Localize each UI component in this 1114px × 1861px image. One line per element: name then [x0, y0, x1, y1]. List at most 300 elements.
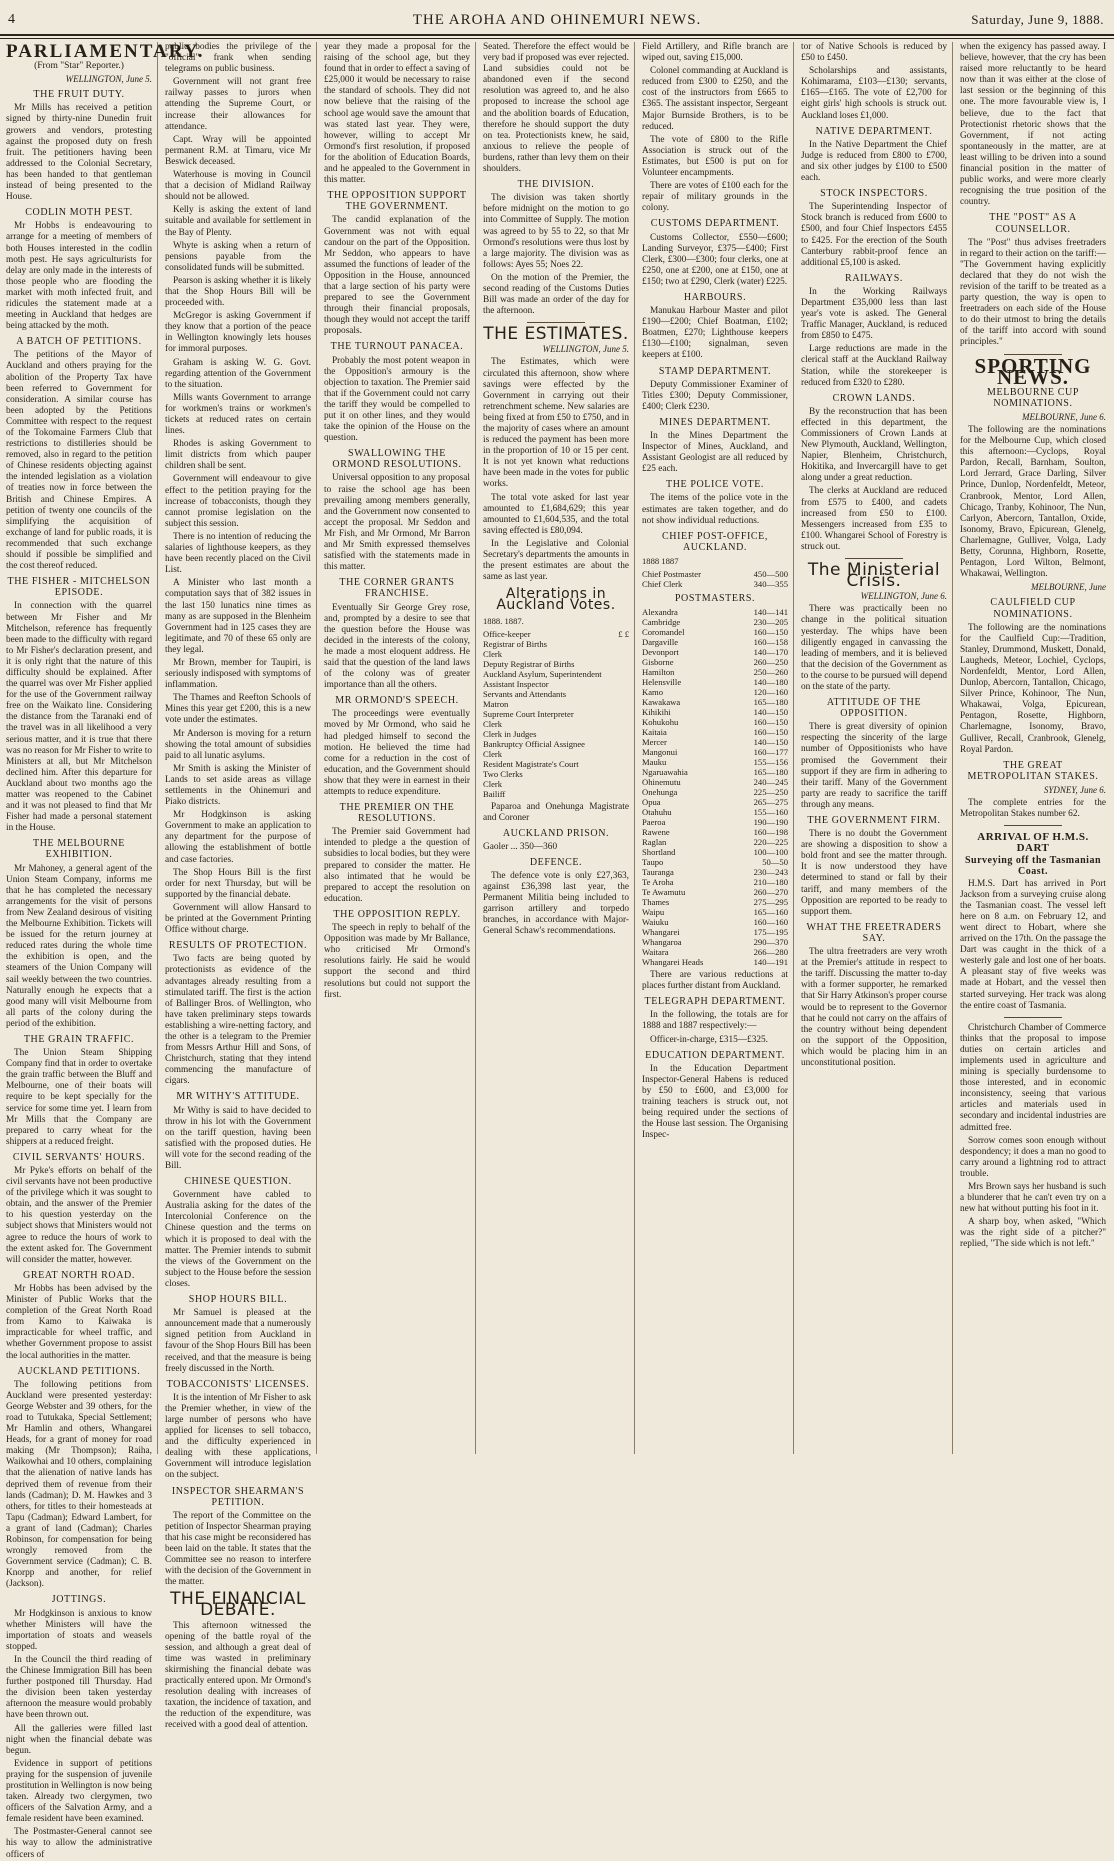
table-row	[642, 917, 788, 927]
paragraph: Colonel commanding at Auckland is reduced from £300 to £250, and the cost of the instructors from £665 to £365. The assistant inspector, Sergeant Major Burnside Brothers, is to be reduced.	[642, 66, 788, 132]
row-label: Clerk	[483, 748, 503, 759]
paragraph: A Minister who last month a computation says that of 382 issues in the last 150 lunatics nine times as many as are supposed in the Blenheim Government had in 125 cases they are legitimate, and 70 of these 65 only are they legal.	[165, 578, 311, 655]
row-value	[617, 699, 629, 709]
table-row	[642, 797, 788, 807]
column-4	[483, 42, 629, 1454]
subheading: THE DIVISION.	[517, 179, 595, 191]
paragraph: There is no doubt the Government are showing a disposition to show a bold front and see the matter through. It is now understood they have determined to stand or fall by their tariff, and many members of the Opposition are reported to be ready to support them.	[801, 829, 947, 917]
row-label: Kohukohu	[642, 717, 679, 728]
column-divider	[475, 42, 476, 1454]
row-label: Mercer	[642, 737, 667, 748]
paragraph: In connection with the quarrel between Mr Fisher and Mr Mitchelson, reference has frequently been made to the difficulty with regard to Mr Fisher's declaration present, and it is only right that the nature of this difficulty should be explained. After the quarrel was over Mr Fisher applied for the use of the Government railway free on the Waikato line. Considering the distance from the Taranaki end of the travel was in all likelihood a very serious matter, and it is true that there was no reason for Mr Fisher to write to Ministers at all, but Mr Mitchelson declined him. After this departure for Auckland about two months ago the matter was reopened to the Cabinet and it was not pleased to find that Mr Fisher had made a personal statement in the House.	[6, 601, 152, 834]
row-label: Office-keeper	[483, 628, 531, 639]
paragraph: Whyte is asking when a return of pensions payable from the consolidated funds will be submitted.	[165, 240, 311, 273]
table-row	[642, 837, 788, 847]
row-value: 265—275	[753, 797, 788, 808]
row-label: Coromandel	[642, 627, 685, 638]
row-label: Waipu	[642, 907, 665, 918]
paragraph: Mr Pyke's efforts on behalf of the civil servants have not been productive of the privilege which it was sought to obtain, and the answer of the Premier to his question yesterday on the subject shows that Ministers would not agree to reduce the hours of work to the extent asked for. The Government will consider the matter, however.	[6, 1166, 152, 1265]
paragraph: The following are the nominations for the Melbourne Cup, which closed this afternoon:—Cyclops, Royal Pardon, Recall, Barnham, Soulton, Lord Jerrard, Grace Darling, Silver Prince, Dunlop, Nordenfeldt, Meteor, Cranbrook, Mentor, Lord Allen, Chicago, Tranby, Kohinoor, The Nun, Carlyon, Abercorn, Tantallon, Oxide, Isonomy, Bravo, Epicurean, Glenelg, Charlemagne, Gulliver, Volga, Lady Betty, Corunna, Highborn, Rosette, Pentagon, Lord Wilton, Belmont, Whakawai, Wellington.	[960, 425, 1106, 580]
paragraph: In the Native Department the Chief Judge is reduced from £800 to £700, and six other judges by £100 to £500 each.	[801, 139, 947, 184]
paragraph: year they made a proposal for the raising of the school age, but they found that in order to effect a saving of £25,000 it would be necessary to raise the standard of schools. They did not now believe that the raising of the school age would save the amount that was stated last year. They were, however, willing to accept Mr Ormond's first resolution, if proposed for the abolition of Education Boards, and he appealed to the Government in this matter.	[324, 42, 470, 186]
paragraph: Pearson is asking whether it is likely that the Shop Hours Bill will be proceeded with.	[165, 275, 311, 309]
subheading: THE "POST" AS A COUNSELLOR.	[989, 212, 1077, 235]
paragraph: The clerks at Auckland are reduced from £575 to £400, and cadets increased from £50 to £100. Messengers increased from £35 to £100. Whangarei School of Forestry is struck out.	[801, 486, 947, 552]
paragraph: when the exigency has passed away. I believe, however, that the cry has been raised more reluctantly to be heard now than it was either at the close of last session or the beginning of this one. The more favourable view is, I believe, due to the fact that Protectionist rhetoric shows that the Government, if not acting spontaneously in the matter, are at least willing to be driven into a sound financial position in the matter of public works, and were more clearly recognising the true position of the country.	[960, 42, 1106, 208]
row-value	[617, 779, 629, 789]
row-value: 340—355	[753, 578, 788, 589]
row-label: Opua	[642, 797, 661, 808]
row-value: 275—295	[753, 897, 788, 908]
row-value: 290—370	[753, 937, 788, 948]
row-label: Clerk in Judges	[483, 728, 537, 739]
row-value: 160—150	[753, 627, 788, 638]
table-row	[642, 647, 788, 657]
row-label: Cambridge	[642, 617, 681, 628]
row-value	[617, 789, 629, 799]
paragraph: Mrs Brown says her husband is such a blunderer that he can't even try on a new hat without putting his foot in it.	[960, 1182, 1106, 1215]
paragraph: By the reconstruction that has been effected in this department, the Commissioners of Crown Lands at New Plymouth, Auckland, Wellington, Napier, Blenheim, Christchurch, Hokitika, and Invercargill have to get along under a great reduction.	[801, 406, 947, 484]
subheading: STAMP DEPARTMENT.	[658, 365, 772, 377]
row-value: 160—150	[753, 717, 788, 728]
row-label: Deputy Registrar of Births	[483, 658, 575, 669]
row-label: Shortland	[642, 847, 676, 858]
row-label: Whangaroa	[642, 937, 682, 948]
row-value	[617, 679, 629, 689]
paragraph: Mr Hobbs is endeavouring to arrange for a meeting of members of both Houses interested in the codlin moth pest. He says agriculturists for delay are only made in the interests of those people who are flooding the market with moth infected fruit, and ridicules the statement made at a meeting in Auckland that hedges are being attacked by the moth.	[6, 221, 152, 332]
paragraph: There is no intention of reducing the salaries of lighthouse keepers, as they have been recently placed on the Civil List.	[165, 531, 311, 576]
row-label: Ngaruawahia	[642, 767, 688, 778]
row-value	[617, 739, 629, 749]
row-label: Clerk	[483, 778, 503, 789]
subheading: CHIEF POST-OFFICE, AUCKLAND.	[661, 530, 768, 553]
subheading: WHAT THE FREETRADERS SAY.	[806, 921, 942, 944]
row-label: Devonport	[642, 647, 679, 658]
row-label: Kaitaia	[642, 727, 667, 738]
column-divider	[634, 42, 635, 1454]
row-label: Rawene	[642, 827, 670, 838]
section-subheading: Surveying off the Tasmanian Coast.	[964, 855, 1102, 878]
table-row	[642, 667, 788, 677]
dateline: WELLINGTON, June 6.	[860, 591, 947, 602]
table-row	[642, 767, 788, 777]
column-divider	[952, 42, 953, 1454]
row-value	[617, 669, 629, 679]
subheading: THE TURNOUT PANACEA.	[330, 341, 464, 353]
table-row	[642, 937, 788, 947]
row-value: 165—180	[753, 767, 788, 778]
table-row	[642, 579, 788, 589]
paragraph: The total vote asked for last year amounted to £1,684,629; this year amounted to £1,604,535, and the total saving effected is £80,094.	[483, 492, 629, 536]
table-row	[642, 817, 788, 827]
row-value: £ £	[618, 628, 629, 639]
row-label: Mangonui	[642, 747, 678, 758]
source-line: (From "Star" Reporter.)	[34, 61, 124, 72]
row-value: 260—270	[753, 887, 788, 898]
prison-row: Gaoler ... 350—360	[483, 841, 558, 852]
row-label: Hamilton	[642, 667, 675, 678]
paragraph: The following are the nominations for the Caulfield Cup:—Tradition, Stanley, Drummond, Muskett, Donald, Laugheds, Meteor, Lochiel, Cyclops, Nordenfeldt, Mentor, Lord Allen, Dunlop, Abercorn, Tantallon, Chicago, Silver Prince, Kohinoor, The Nun, Whakawai, Volga, Epicurean, Pentagon, Rosette, Highborn, Charlemagne, Isonomy, Bravo, Gulliver, Recall, Cranbrook, Glenelg, Royal Pardon.	[960, 622, 1106, 755]
row-label: Waiuku	[642, 917, 669, 928]
paragraph: Field Artillery, and Rifle branch are wiped out, saving £15,000.	[642, 42, 788, 64]
paragraph: The ultra freetraders are very wroth at the Premier's attitude in respect to the tariff. Discussing the matter to-day with a former supporter, he remarked that Sir Harry Atkinson's proper course would be to represent to the Governor that he could not carry on the affairs of the country without being dependent on the support of the Opposition, which would be placing him in an unconstitutional position.	[801, 947, 947, 1068]
column-7	[960, 42, 1106, 1454]
row-label: Registrar of Births	[483, 638, 547, 649]
paragraph: The Superintending Inspector of Stock branch is reduced from £600 to £500, and four Chief Inspectors £455 to £425. For the erection of the South Canterbury rabbit-proof fence an additional £5,100 is asked.	[801, 202, 947, 268]
paragraph: Two facts are being quoted by protectionists as evidence of the advantages already resulting from a stimulated tariff. The first is the action of Ballinger Bros. of Wellington, who have taken preliminary steps towards establishing a wire-netting factory, and the other is a telegram to the Premier from Messrs Arthur Hill and Sons, of Christchurch, stating that they intend commencing the manufacture of cigars.	[165, 954, 311, 1087]
subheading: THE FISHER - MITCHELSON EPISODE.	[7, 576, 151, 599]
table-row	[642, 947, 788, 957]
paragraph: Large reductions are made in the clerical staff at the Auckland Railway Station, while the storekeeper is reduced from £320 to £280.	[801, 344, 947, 388]
row-value: 450—500	[753, 568, 788, 579]
row-label: Whangarei	[642, 927, 680, 938]
row-label: Onehunga	[642, 787, 678, 798]
paragraph: The petitions of the Mayor of Auckland and others praying for the abolition of the Property Tax have been referred to Government for consideration. A similar course has been adopted by the Petitions Committee with respect to the request of the Tokomaine Farmers Club that restrictions to distilleries should be removed, also in regard to the petition of Chinese residents objecting against the intended legislation as a violation of treaties now in force between the British and Chinese Empires. A petition of twenty one councils of the simplifying the acquisition of exchange of land for public roads, it is recommended that such exchange should if possible be simplified and the cost thereof reduced.	[6, 350, 152, 572]
table-row	[483, 659, 629, 669]
paragraph: The defence vote is only £27,363, against £36,398 last year, the Permanent Militia being included to garrison artillery and torpedo branches, in accordance with Major-General Schaw's recommendations.	[483, 870, 629, 937]
paragraph: Kelly is asking the extent of land suitable and available for settlement in the Bay of Plenty.	[165, 205, 311, 238]
subheading: THE POLICE VOTE.	[665, 479, 765, 491]
table-row	[483, 629, 629, 639]
paragraph: The "Post" thus advises freetraders in regard to their action on the tariff:— "The Government having explicitly declared that they do not wish the revision of the tariff to be treated as a party question, the way is open to freetraders on each side of the House to do their utmost to bring the details of the tariff into accord with sound principles."	[960, 237, 1106, 348]
table-row	[642, 737, 788, 747]
subheading: THE FRUIT DUTY.	[33, 89, 125, 101]
table-row	[483, 789, 629, 799]
paragraph: The complete entries for the Metropolitan Stakes number 62.	[960, 798, 1106, 820]
column-5	[642, 42, 788, 1454]
subheading: JOTTINGS.	[51, 1594, 107, 1606]
table-row	[642, 727, 788, 737]
row-value: 160—198	[753, 827, 788, 838]
row-label: Clerk	[483, 648, 503, 659]
paragraph: There is great diversity of opinion respecting the sincerity of the large number of Oppositionists who have promised the Government their support if they are firm in adhering to their tariff. Many of the Government party are ready to sacrifice the tariff through any means.	[801, 722, 947, 810]
table-row	[642, 867, 788, 877]
row-value: 140—141	[753, 607, 788, 618]
paragraph: Scholarships and assistants, Kohimarama, £103—£130; servants, £165—£165. The vote of £2,700 for eight girls' high schools is struck out. Auckland loses £1,000.	[801, 66, 947, 121]
row-value: 140—191	[753, 957, 788, 968]
paragraph: Government have cabled to Australia asking for the dates of the Intercolonial Conference on the Chinese question and the terms on which it is proposed to deal with the matter. The Premier intends to submit the views of the Government on the subject to the House before the session closes.	[165, 1190, 311, 1289]
paragraph: In the Council the third reading of the Chinese Immigration Bill has been further postponed till Thursday. Had the division been taken yesterday afternoon the measure would probably have been thrown out.	[6, 1654, 152, 1721]
table-row	[483, 729, 629, 739]
paragraph: A sharp boy, when asked, "Which was the right side of a pitcher?" replied, "The side which is not left."	[960, 1217, 1106, 1250]
dateline: WELLINGTON, June 5.	[542, 344, 629, 355]
table-row	[642, 857, 788, 867]
table-row	[642, 657, 788, 667]
masthead	[0, 10, 1114, 32]
paragraph: Mr Anderson is moving for a return showing the total amount of subsidies paid to all lunatic asylums.	[165, 728, 311, 761]
paragraph: Evidence in support of petitions praying for the suspension of juvenile prostitution in Wellington is now being taken. Already two clergymen, two officers of the Salvation Army, and a female resident have been examined.	[6, 1758, 152, 1825]
table-header: 1888. 1887.	[483, 615, 524, 626]
row-label: Gisborne	[642, 657, 674, 668]
subheading: RAILWAYS.	[845, 272, 903, 284]
paragraph: Deputy Commissioner Examiner of Titles £300; Deputy Commissioner, £400; Clerk £230.	[642, 379, 788, 412]
paragraph: On the motion of the Premier, the second reading of the Customs Duties Bill was made an order of the day for the afternoon.	[483, 272, 629, 317]
masthead-rule	[0, 34, 1114, 36]
paragraph: Mr Smith is asking the Minister of Lands to set aside areas as village settlements in the Ohinemuri and Piako districts.	[165, 763, 311, 808]
paragraph: The proceedings were eventually moved by Mr Ormond, who said he had pledged himself to second the motion. He believed the time had come for a reduction in the cost of education, and the Government should show that they were in earnest in their attempts to reduce expenditure.	[324, 709, 470, 797]
subheading: CHINESE QUESTION.	[184, 1176, 292, 1188]
row-value: 230—205	[753, 617, 788, 628]
table-row	[642, 887, 788, 897]
row-label: Te Awamutu	[642, 887, 686, 898]
paragraph: Mr Hodgkinson is anxious to know whether Ministers will have the importation of stoats and weasels stopped.	[6, 1608, 152, 1652]
table-row	[642, 717, 788, 727]
table-row	[483, 769, 629, 779]
row-label: Taupo	[642, 857, 664, 868]
table-row	[483, 689, 629, 699]
table-row	[642, 707, 788, 717]
subheading: THE PREMIER ON THE RESOLUTIONS.	[339, 802, 455, 825]
paragraph: Graham is asking W. G. Govt. regarding attention of the Government to the situation.	[165, 357, 311, 390]
subheading: EDUCATION DEPARTMENT.	[645, 1049, 785, 1061]
paragraph: Paparoa and Onehunga Magistrate and Coroner	[483, 801, 629, 823]
paragraph: Christchurch Chamber of Commerce thinks that the proposal to impose duties on certain articles and implements used in agriculture and mining is specially burdensome to those interested, and in economic inconsistency, seeing that various articles and materials used in secondary and incidental industries are admitted free.	[960, 1022, 1106, 1133]
row-label: Chief Clerk	[642, 578, 683, 589]
paragraph: The speech in reply to behalf of the Opposition was made by Mr Ballance, who criticised Mr Ormond's resolutions fairly. He said he would support the second and third resolutions but could not support the first.	[324, 923, 470, 1000]
paragraph: This afternoon witnessed the opening of the battle royal of the session, and although a great deal of time was wasted in preliminary skirmishing the financial debate was practically entered upon. Mr Ormond's resolution dealing with increases of taxation, the incidence of taxation, and the reduction of the expenditure, was received with a good deal of attention.	[165, 1620, 311, 1731]
table-row	[483, 679, 629, 689]
row-value: 100—100	[753, 847, 788, 858]
paragraph: In the Mines Department the Inspector of Mines, Auckland, and Assistant Geologist are all reduced by £25 each.	[642, 431, 788, 475]
row-value: 140—150	[753, 737, 788, 748]
row-value: 140—170	[753, 647, 788, 658]
row-label: Matron	[483, 698, 509, 709]
paragraph: The following petitions from Auckland were presented yesterday: George Webster and 39 others, for the road to Tutukaka, Special Settlement; Mr Hamlin and others, Whangarei Heads, for a grant of money for road making (Mr Thompson); Raiha, Waikowhai and 10 others, complaining that the alienation of native lands has deprived them of revenue from their lands (Cadman); D. M. Hawkes and 3 others, for titles to their homesteads at Tapu (Cadman); Edward Lambert, for a grant of land (Cadman); Charles Robinson, for compensation for being wrongly removed from the Government service (Cadman); C. B. Knorpp and another, for relief (Jackson).	[6, 1379, 152, 1590]
paragraph: tor of Native Schools is reduced by £50 to £450.	[801, 42, 947, 64]
subheading: THE OPPOSITION SUPPORT THE GOVERNMENT.	[327, 190, 467, 213]
subheading: ATTITUDE OF THE OPPOSITION.	[826, 697, 922, 720]
subheading: THE GRAIN TRAFFIC.	[23, 1033, 135, 1045]
subheading: THE OPPOSITION REPLY.	[333, 908, 461, 920]
row-value: 140—150	[753, 707, 788, 718]
table-row	[642, 927, 788, 937]
row-label: Supreme Court Interpreter	[483, 708, 574, 719]
row-value	[617, 769, 629, 779]
row-value: 160—177	[753, 747, 788, 758]
row-label: Kihikihi	[642, 707, 671, 718]
row-label: Resident Magistrate's Court	[483, 758, 579, 769]
paragraph: The Shop Hours Bill is the first order for next Thursday, but will be supported by the financial debate.	[165, 867, 311, 900]
row-value	[617, 749, 629, 759]
table-row	[483, 739, 629, 749]
subheading: THE MELBOURNE EXHIBITION.	[33, 838, 125, 861]
row-label: Two Clerks	[483, 768, 523, 779]
paragraph: The Postmaster-General cannot see his way to allow the administrative officers of	[6, 1827, 152, 1860]
dateline: MELBOURNE, June 6.	[1022, 411, 1106, 422]
subheading: SWALLOWING THE ORMOND RESOLUTIONS.	[332, 448, 462, 471]
paragraph: Manukau Harbour Master and pilot £190—£200; Chief Boatman, £102; Boatmen, £270; Lighthouse keepers £130—£100; signalman, seven keepers at £100.	[642, 306, 788, 361]
paragraph: The report of the Committee on the petition of Inspector Shearman praying that his case might be reconsidered has been laid on the table. It states that the Committee see no reason to interfere with the decision of the Government in the matter.	[165, 1510, 311, 1588]
paragraph: Universal opposition to any proposal to raise the school age has been prevailing among members generally, and the Government now consented to accept the proposal. Mr Seddon and Mr Fish, and Mr Ormond, Mr Barron and Mr Smith expressed themselves satisfied with the statements made in this matter.	[324, 473, 470, 573]
table-row	[642, 697, 788, 707]
paragraph: Government will allow Hansard to be printed at the Government Printing Office without charge.	[165, 902, 311, 936]
paragraph: There are various reductions at places further distant from Auckland.	[642, 970, 788, 992]
table-row	[483, 699, 629, 709]
table-row	[642, 747, 788, 757]
row-value: 175—195	[753, 927, 788, 938]
paragraph: H.M.S. Dart has arrived in Port Jackson from a surveying cruise along the Tasmanian coast. The vessel left here on 8 a.m. on February 12, and went direct to Hobart, where she arrived on the 17th. On the passage the Dart was caught in the thick of a westerly gale and lost one of her boats. A pleasant stay of five weeks was made at Hobart, and the vessel then started surveying. Her track was along the entire coast of Tasmania.	[960, 878, 1106, 1011]
masthead-rule-thin	[0, 38, 1114, 39]
paragraph: In the Working Railways Department £35,000 less than last year's vote is asked. The General Traffic Manager, Auckland, is reduced from £850 to £475.	[801, 286, 947, 342]
paragraph: Mr Hobbs has been advised by the Minister of Public Works that the completion of the Great North Road from Kamo to Kaiwaka is impracticable for wheel traffic, and whether Government propose to assist the local authorities in the matter.	[6, 1283, 152, 1361]
table-row	[642, 847, 788, 857]
subheading: MR ORMOND'S SPEECH.	[335, 695, 459, 707]
paragraph: Mr Brown, member for Taupiri, is seriously indisposed with symptoms of inflammation.	[165, 657, 311, 691]
table-row	[642, 757, 788, 767]
subheading: A BATCH OF PETITIONS.	[16, 336, 142, 348]
paragraph: The Union Steam Shipping Company find that in order to overtake the grain traffic between the Bluff and Melbourne, one of their boats will require to be kept specially for the service for some time yet. I learn from Mr Mills that the Company are prepared to carry wheat for the shippers at a reduced freight.	[6, 1048, 152, 1147]
subheading: CROWN LANDS.	[832, 392, 916, 404]
subheading: RESULTS OF PROTECTION.	[168, 940, 308, 952]
subheading: GREAT NORTH ROAD.	[23, 1269, 135, 1281]
row-label: Helensville	[642, 677, 682, 688]
paragraph: Government will endeavour to give effect to the petition praying for the increase of tobacconists, though they cannot promise legislation on the subject this session.	[165, 474, 311, 529]
subheading: MR WITHY'S ATTITUDE.	[176, 1091, 300, 1103]
subheading: CAULFIELD CUP NOMINATIONS.	[990, 597, 1076, 620]
paragraph: It is the intention of Mr Fisher to ask the Premier whether, in view of the large number of persons who have applied for licenses to sell tobacco, and the difficulty experienced in dealing with these applications, Government will introduce legislation on the subject.	[165, 1392, 311, 1481]
paragraph: The vote of £800 to the Rifle Association is struck out of the Estimates, but £500 is put on for Volunteer encampments.	[642, 134, 788, 179]
row-value: 155—156	[753, 757, 788, 768]
table-row	[483, 649, 629, 659]
paragraph: Mr Samuel is pleased at the announcement made that a numerously signed petition from Auckland in favour of the Shop Hours Bill has been received, and that the measure is being freely discussed in the North.	[165, 1308, 311, 1374]
row-label: Paeroa	[642, 817, 666, 828]
paragraph: There was practically been no change in the political situation yesterday. The whips have been diligently engaged in canvassing the leading of members, and it is believed that the decision of the Government as to the course to be pursued will depend on the state of the party.	[801, 604, 947, 692]
table-row	[642, 787, 788, 797]
row-label: Alexandra	[642, 607, 678, 618]
row-label: Servants and Attendants	[483, 688, 567, 699]
table-row	[483, 759, 629, 769]
table-row	[642, 827, 788, 837]
row-value: 120—160	[753, 687, 788, 698]
table-row	[483, 779, 629, 789]
row-label: Auckland Asylum, Superintendent	[483, 668, 602, 679]
subheading: CUSTOMS DEPARTMENT.	[650, 218, 780, 230]
row-label: Kamo	[642, 687, 664, 698]
subheading: POSTMASTERS.	[674, 592, 756, 604]
paragraph: Sorrow comes soon enough without despondency; it does a man no good to carry around a lightning rod to attract trouble.	[960, 1135, 1106, 1179]
paragraph: Mr Mills has received a petition signed by thirty-nine Dunedin fruit growers and vendors, protesting against the proposed duty on fresh fruit. The petitioners having been addressed to the Colonial Secretary, has been handed to that gentleman instead of being presented to the House.	[6, 103, 152, 203]
paragraph: Probably the most potent weapon in the Opposition's armoury is the objection to taxation. The Premier said that if the Government could not carry the tariff they would be compelled to put it on other lines, and they would take the opinion of the House on the question.	[324, 355, 470, 444]
table-row	[642, 607, 788, 617]
row-label: Otahuhu	[642, 807, 672, 818]
divider	[1004, 1017, 1062, 1018]
paragraph: Waterhouse is moving in Council that a decision of Midland Railway should not be allowed.	[165, 170, 311, 203]
divider	[845, 558, 903, 559]
row-value	[617, 759, 629, 769]
table-row	[483, 709, 629, 719]
row-label: Clerk	[483, 718, 503, 729]
paragraph: The Thames and Reefton Schools of Mines this year get £200, this is a new vote under the estimates.	[165, 693, 311, 726]
subheading: DEFENCE.	[529, 856, 583, 868]
table-row	[642, 569, 788, 579]
row-value: 165—160	[753, 907, 788, 918]
dateline: SYDNEY, June 6.	[1043, 784, 1106, 795]
row-label: Te Aroha	[642, 877, 674, 888]
row-value	[617, 709, 629, 719]
row-label: Whangarei Heads	[642, 957, 704, 968]
column-divider	[793, 42, 794, 1454]
divider	[527, 322, 585, 323]
paragraph: In the Education Department Inspector-General Habens is reduced by £50 to £600, and £3,000 for training teachers is struck out, not being required under the sections of the House last session. The Organising Inspec-	[642, 1063, 788, 1141]
row-value	[617, 639, 629, 649]
row-value: 225—250	[753, 787, 788, 798]
section-heading: Alterations in Auckland Votes.	[496, 586, 616, 614]
paragraph: Eventually Sir George Grey rose, and, prompted by a desire to see that the question before the House was decided in the interests of the colony, he made a most eloquent address. He said that the question of the land laws of the colony was of greater importance than all the others.	[324, 602, 470, 691]
table-row	[483, 669, 629, 679]
paragraph: Mr Hodgkinson is asking Government to make an application to any department for the purpose of allowing the establishment of bottle and case factories.	[165, 810, 311, 865]
row-value: 230—243	[753, 867, 788, 878]
row-value: 240—245	[753, 777, 788, 788]
row-value	[617, 729, 629, 739]
paragraph: Mills wants Government to arrange for workmen's trains or workmen's tickets at reduced rates on certain lines.	[165, 392, 311, 437]
subheading: CIVIL SERVANTS' HOURS.	[12, 1151, 146, 1163]
column-6	[801, 42, 947, 1454]
row-value: 160—158	[753, 637, 788, 648]
postmasters-table	[642, 607, 788, 967]
paragraph: Customs Collector, £550—£600; Landing Surveyor, £375—£400; First Clerk, £300—£300; four clerks, one at £250, one at £200, one at £150, one at £150; two at £290, Clerk (water) £225.	[642, 232, 788, 287]
paragraph: The Estimates, which were circulated this afternoon, show where savings were effected by the Government in carrying out their retrenchment scheme. New salaries are being fixed at from £50 to £750, and in the majority of cases where an amount is reduced the payment has been more in the proportion of 10 or 15 per cent. It is not yet known what reductions have been made in the votes for public works.	[483, 357, 629, 490]
table-row	[483, 719, 629, 729]
row-label: Tauranga	[642, 867, 674, 878]
column-divider	[316, 42, 317, 1454]
row-value	[617, 719, 629, 729]
paragraph: There are votes of £100 each for the repair of military grounds in the colony.	[642, 181, 788, 214]
table-row	[642, 907, 788, 917]
paragraph: Mr Withy is said to have decided to throw in his lot with the Government on the tariff question, having been satisfied with the proposed duties. He will vote for the second reading of the Bill.	[165, 1105, 311, 1171]
section-heading: THE FINANCIAL DEBATE.	[170, 1589, 306, 1621]
row-label: Chief Postmaster	[642, 568, 701, 579]
subheading: HARBOURS.	[683, 291, 747, 303]
table-row	[483, 749, 629, 759]
table-row	[642, 627, 788, 637]
subheading: MELBOURNE CUP NOMINATIONS.	[987, 386, 1079, 409]
row-value: 260—250	[753, 657, 788, 668]
votes-table	[483, 629, 629, 799]
paragraph: In the following, the totals are for 1888 and 1887 respectively:—	[642, 1010, 788, 1032]
section-heading: SPORTING NEWS.	[974, 353, 1092, 389]
paragraph: McGregor is asking Government if they know that a portion of the peace in Wellington knowingly lets houses for immoral purposes.	[165, 311, 311, 355]
row-label: Assistant Inspector	[483, 678, 549, 689]
section-heading: ARRIVAL OF H.M.S. DART	[977, 831, 1089, 855]
subheading: TELEGRAPH DEPARTMENT.	[644, 996, 786, 1008]
paragraph: The candid explanation of the Government was not with equal candour on the part of the Opposition. Mr Seddon, who appears to have assumed the functions of leader of the Opposition in the House, announced that a large section of his party were prepared to see the Government through their financial proposals, though they would not accept the tariff proposals.	[324, 215, 470, 337]
subheading: MINES DEPARTMENT.	[659, 416, 771, 428]
row-value: 210—180	[753, 877, 788, 888]
paragraph: All the galleries were filled last night when the financial debate was begun.	[6, 1723, 152, 1756]
table-row	[642, 897, 788, 907]
table-row	[642, 807, 788, 817]
row-value: 220—225	[753, 837, 788, 848]
subheading: CODLIN MOTH PEST.	[25, 207, 133, 219]
row-label: Ohinemutu	[642, 777, 681, 788]
subheading: AUCKLAND PETITIONS.	[17, 1365, 141, 1377]
paragraph: The division was taken shortly before midnight on the motion to go into Committee of Supply. The motion was agreed to by 55 to 22, so that Mr Ormond's resolutions were thus lost by a large majority. The division was as follows: Ayes 55; Noes 22.	[483, 193, 629, 270]
paragraph: Officer-in-charge, £315—£325.	[650, 1034, 768, 1045]
subheading: STOCK INSPECTORS.	[820, 188, 928, 200]
paragraph: Seated. Therefore the effect would be very bad if proposed was ever rejected. Land subsidies could not be abandoned even if the second resolution was agreed to, and he also proposed to increase the school age and the abolition boards of Education, therefore he should support the duty on tea. Protectionists knew, he said, anxious to relieve the people of burdens, rather than levy them on their shoulders.	[483, 42, 629, 175]
column-3	[324, 42, 470, 1454]
paragraph: Capt. Wray will be appointed permanent R.M. at Timaru, vice Mr Beswick deceased.	[165, 134, 311, 167]
row-value: 266—280	[753, 947, 788, 958]
paragraph: public bodies the privilege of the "official" frank when sending telegrams on public business.	[165, 42, 311, 75]
row-label: Bankruptcy Official Assignee	[483, 738, 585, 749]
row-value: 50—50	[762, 857, 788, 868]
paper-title: THE AROHA AND OHINEMURI NEWS.	[412, 12, 702, 28]
row-value	[617, 649, 629, 659]
paragraph: Mr Mahoney, a general agent of the Union Steam Company, informs me that he has completed the necessary arrangements for the visit of persons from New Zealand desirous of visiting the Melbourne Exhibition. Tickets will be issued for the return journey at reduced rates during the whole time the exhibition is open, and the steamers of the Union Company will sail weekly between the two countries. Naturally enough he expects that a good many will visit Melbourne from all parts of the colony during the period of the exhibition.	[6, 863, 152, 1029]
row-value: 165—180	[753, 697, 788, 708]
row-label: Raglan	[642, 837, 667, 848]
